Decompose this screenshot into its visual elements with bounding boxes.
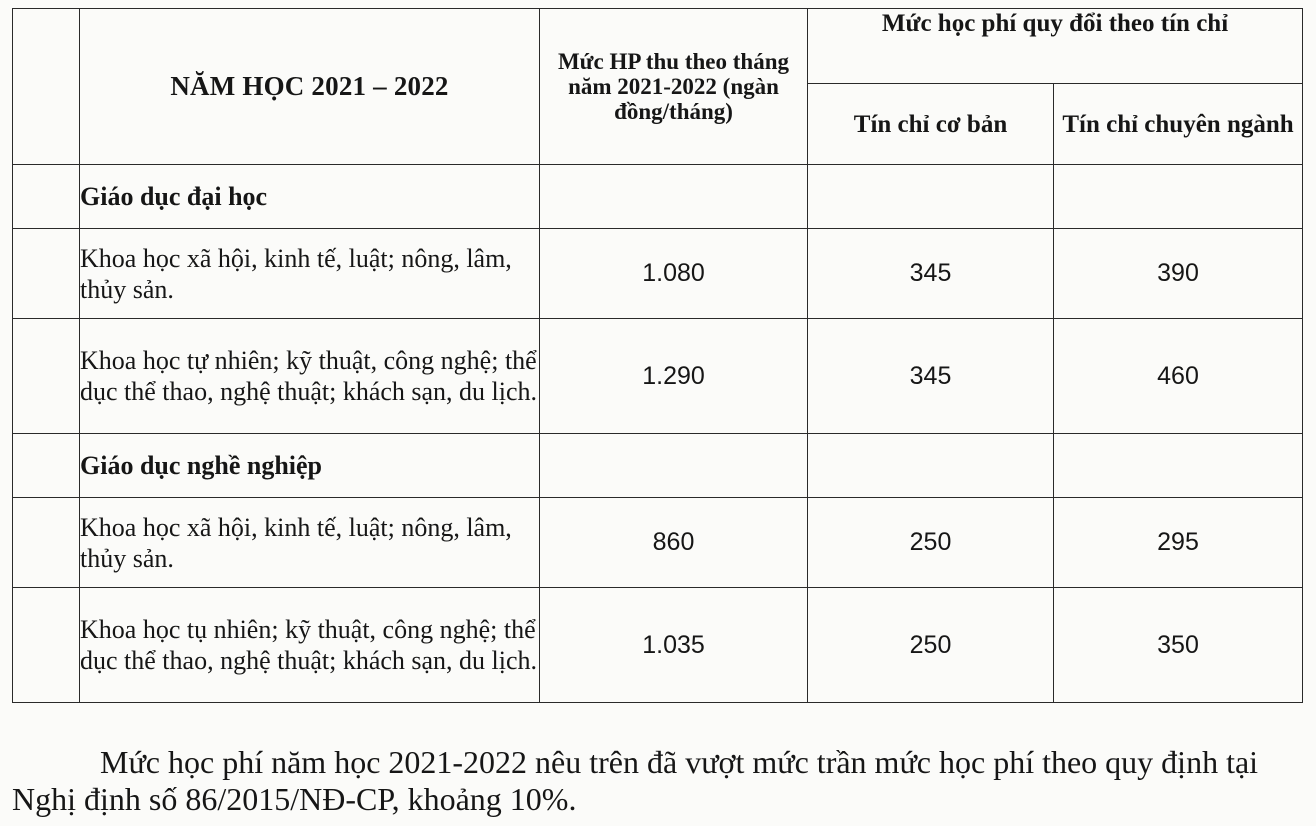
school-year-header: NĂM HỌC 2021 – 2022: [80, 9, 540, 165]
index-cell: [13, 319, 80, 434]
monthly-fee-value: 1.290: [540, 319, 808, 434]
empty-cell: [540, 434, 808, 498]
field-description: Khoa học xã hội, kinh tế, luật; nông, lâm, thủy sản.: [80, 498, 540, 588]
monthly-fee-value: 1.035: [540, 588, 808, 703]
basic-credit-value: 250: [808, 498, 1054, 588]
tuition-fee-table: [12, 8, 1303, 703]
credit-fee-group-header: Mức học phí quy đổi theo tín chỉ: [808, 9, 1303, 84]
index-cell: [13, 498, 80, 588]
section-title-vocational-education: Giáo dục nghề nghiệp: [80, 434, 540, 498]
section-title-higher-education: Giáo dục đại học: [80, 165, 540, 229]
empty-cell: [808, 434, 1054, 498]
field-description: Khoa học tụ nhiên; kỹ thuật, công nghệ; thể dục thể thao, nghệ thuật; khách sạn, du lịch.: [80, 588, 540, 703]
table-row: [13, 229, 1303, 319]
empty-cell: [1054, 165, 1303, 229]
empty-cell: [540, 165, 808, 229]
index-cell: [13, 229, 80, 319]
monthly-fee-header: Mức HP thu theo tháng năm 2021-2022 (ngàn đồng/tháng): [540, 9, 808, 165]
basic-credit-header: Tín chỉ cơ bản: [808, 84, 1054, 165]
empty-cell: [808, 165, 1054, 229]
table-row: [13, 498, 1303, 588]
index-cell: [13, 434, 80, 498]
major-credit-value: 350: [1054, 588, 1303, 703]
major-credit-value: 295: [1054, 498, 1303, 588]
field-description: Khoa học tự nhiên; kỹ thuật, công nghệ; thể dục thể thao, nghệ thuật; khách sạn, du lịch.: [80, 319, 540, 434]
section-row: [13, 165, 1303, 229]
empty-cell: [1054, 434, 1303, 498]
index-cell: [13, 165, 80, 229]
index-header-cell: [13, 9, 80, 165]
footnote-paragraph: Mức học phí năm học 2021-2022 nêu trên đã vượt mức trần mức học phí theo quy định tại Nghị định số 86/2015/NĐ-CP, khoảng 10%.: [12, 744, 1259, 817]
basic-credit-value: 345: [808, 319, 1054, 434]
field-description: Khoa học xã hội, kinh tế, luật; nông, lâm, thủy sản.: [80, 229, 540, 319]
major-credit-header: Tín chỉ chuyên ngành: [1054, 84, 1303, 165]
index-cell: [13, 588, 80, 703]
table-row: [13, 319, 1303, 434]
major-credit-value: 460: [1054, 319, 1303, 434]
monthly-fee-value: 1.080: [540, 229, 808, 319]
table-row: [13, 588, 1303, 703]
monthly-fee-value: 860: [540, 498, 808, 588]
basic-credit-value: 250: [808, 588, 1054, 703]
section-row: [13, 434, 1303, 498]
basic-credit-value: 345: [808, 229, 1054, 319]
major-credit-value: 390: [1054, 229, 1303, 319]
